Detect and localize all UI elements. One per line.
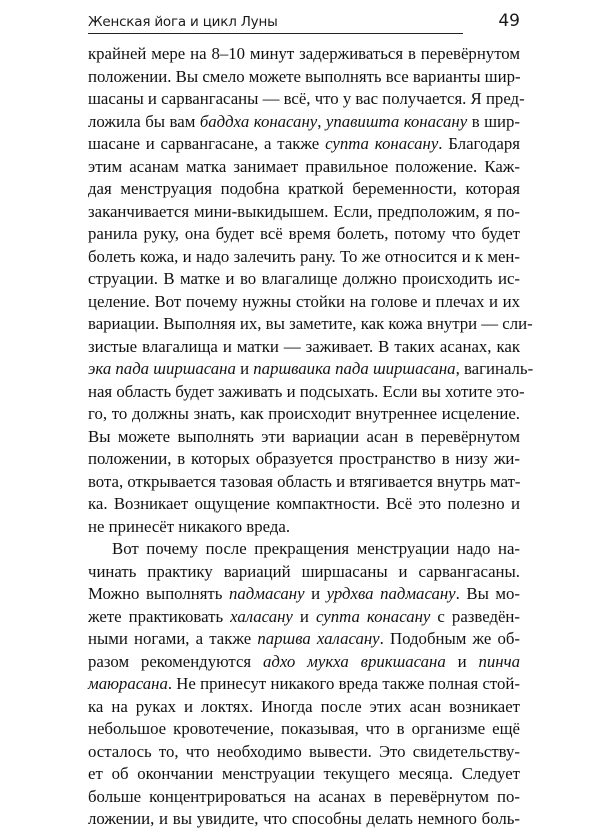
text-segment: зистые влагалища и матки — заживает. В таких асанах, как bbox=[88, 336, 520, 356]
italic-asana-name: супта конасану bbox=[325, 134, 439, 153]
text-line bbox=[88, 88, 525, 111]
text-segment: го, то должны знать, как происходит внутреннее исцеление. bbox=[88, 404, 520, 423]
text-line bbox=[88, 111, 520, 134]
text-segment: дая менструация подобна краткой беременности, которая bbox=[88, 179, 520, 198]
text-line bbox=[88, 403, 520, 426]
italic-asana-name: баддха конасану bbox=[199, 111, 318, 131]
text-segment: . Подобным же об- bbox=[379, 629, 520, 648]
text-segment: чинать практику вариаций ширшасаны и сарвангасаны. bbox=[88, 561, 520, 581]
text-segment: заканчивается мини-выкидышем. Если, предположим, я по- bbox=[88, 201, 520, 221]
text-line bbox=[88, 223, 520, 246]
text-segment: положении, в которых образуется пространство в низу жи- bbox=[88, 449, 520, 468]
text-segment: вота, открывается тазовая область и втягивается внутрь мат- bbox=[88, 471, 521, 491]
text-line bbox=[88, 471, 520, 494]
text-segment: . Благодаря bbox=[438, 134, 520, 153]
text-line bbox=[88, 606, 520, 629]
italic-asana-name: урдхва падмасану bbox=[326, 584, 456, 603]
text-line bbox=[88, 201, 520, 224]
text-segment: ранила руку, она будет всё время болеть, потому что будет bbox=[88, 224, 520, 243]
text-segment: ными ногами, а также bbox=[88, 629, 258, 648]
text-segment: осталось то, что необходимо вывести. Это свидетельству- bbox=[88, 741, 520, 761]
text-line bbox=[88, 178, 520, 201]
text-segment: жете практиковать bbox=[88, 606, 231, 626]
text-segment: этим асанам матка занимает правильное положение. Каж- bbox=[88, 156, 520, 176]
text-line bbox=[88, 448, 520, 471]
text-line bbox=[88, 516, 520, 539]
text-line bbox=[88, 291, 520, 314]
text-segment: , вагиналь- bbox=[455, 359, 534, 378]
text-segment: Вот почему после прекращения менструации надо на- bbox=[112, 539, 520, 558]
italic-asana-name: пинча bbox=[478, 651, 520, 671]
text-line bbox=[88, 246, 520, 269]
text-line bbox=[88, 673, 520, 696]
text-line bbox=[88, 538, 520, 561]
text-segment: положении. Вы смело можете выполнять все варианты шир- bbox=[88, 66, 521, 86]
italic-asana-name: халасану bbox=[230, 606, 293, 626]
text-line bbox=[88, 583, 520, 606]
text-segment: ка. Возникает ощущение компактности. Всё это полезно и bbox=[88, 494, 520, 513]
text-line bbox=[88, 336, 520, 359]
text-line bbox=[88, 358, 534, 381]
italic-asana-name: паршва халасану bbox=[257, 629, 380, 648]
text-segment: струации. В матке и во влагалище должно происходить ис- bbox=[88, 269, 520, 288]
italic-asana-name: упавишта конасану bbox=[325, 111, 468, 131]
text-line bbox=[88, 786, 520, 809]
italic-asana-name: маюрасана bbox=[88, 674, 168, 693]
text-line bbox=[88, 313, 533, 336]
text-segment: ет об окончании менструации текущего месяца. Следует bbox=[88, 764, 520, 783]
text-segment: и bbox=[445, 651, 479, 671]
text-segment: Вы можете выполнять эти вариации асан в перевёрнутом bbox=[88, 426, 520, 446]
text-line bbox=[88, 66, 520, 89]
text-segment: шасане и сарвангасане, а также bbox=[88, 134, 326, 153]
header-rule bbox=[88, 33, 463, 34]
body-text bbox=[88, 43, 534, 831]
text-segment: в шир- bbox=[467, 111, 520, 131]
running-title: Женская йога и цикл Луны bbox=[88, 14, 278, 30]
text-line bbox=[88, 493, 520, 516]
text-line bbox=[88, 741, 520, 764]
text-segment: небольшое кровотечение, показывая, что в организме ещё bbox=[88, 719, 520, 738]
text-line bbox=[88, 696, 520, 719]
text-line bbox=[88, 426, 520, 449]
text-line bbox=[88, 381, 525, 404]
text-segment: шасаны и сарвангасаны — всё, что у вас получается. Я пред- bbox=[88, 89, 525, 108]
text-line bbox=[88, 763, 520, 786]
text-line bbox=[88, 43, 520, 66]
text-segment: разом рекомендуются bbox=[88, 651, 263, 671]
italic-asana-name: паршваика пада ширшасана bbox=[253, 359, 456, 378]
text-segment: вариации. Выполняя их, вы заметите, как кожа внутри — сли- bbox=[88, 314, 533, 333]
text-segment: ложила бы вам bbox=[88, 111, 200, 131]
text-segment: и bbox=[235, 359, 254, 378]
text-line bbox=[88, 133, 520, 156]
text-segment: целение. Вот почему нужны стойки на голове и плечах и их bbox=[88, 291, 520, 311]
text-line bbox=[88, 628, 520, 651]
text-line bbox=[88, 651, 520, 674]
text-segment: болеть кожа, и надо залечить рану. То же относится и к мен- bbox=[88, 246, 520, 266]
text-segment: больше концентрироваться на асанах в перевёрнутом по- bbox=[88, 786, 520, 806]
text-segment: . Не принесут никакого вреда также полная стой- bbox=[167, 674, 520, 693]
text-segment: с разведён- bbox=[430, 606, 521, 626]
text-segment: ная область будет заживать и подсыхать. Если вы хотите это- bbox=[88, 381, 525, 401]
text-line bbox=[88, 268, 520, 291]
text-line bbox=[88, 156, 520, 179]
text-line bbox=[88, 718, 520, 741]
italic-asana-name: адхо мукха врикшасана bbox=[263, 651, 446, 671]
text-line bbox=[88, 561, 520, 584]
text-segment: ка на руках и локтях. Иногда после этих асан возникает bbox=[88, 696, 520, 716]
text-segment: не принесёт никакого вреда. bbox=[88, 516, 291, 536]
italic-asana-name: падмасану bbox=[228, 584, 305, 603]
italic-asana-name: эка пада ширшасана bbox=[88, 359, 236, 378]
text-line bbox=[88, 808, 520, 831]
text-segment: крайней мере на 8–10 минут задерживаться в перевёрнутом bbox=[88, 44, 520, 63]
running-header bbox=[88, 10, 520, 40]
text-segment: и bbox=[304, 584, 327, 603]
text-segment: , bbox=[317, 111, 326, 131]
text-segment: . Вы мо- bbox=[455, 584, 520, 603]
text-segment: Можно выполнять bbox=[88, 584, 229, 603]
page-number: 49 bbox=[498, 11, 520, 31]
italic-asana-name: супта конасану bbox=[315, 606, 431, 626]
text-segment: и bbox=[292, 606, 316, 626]
text-segment: ложении, и вы увидите, что способны делать немного боль- bbox=[88, 809, 520, 828]
